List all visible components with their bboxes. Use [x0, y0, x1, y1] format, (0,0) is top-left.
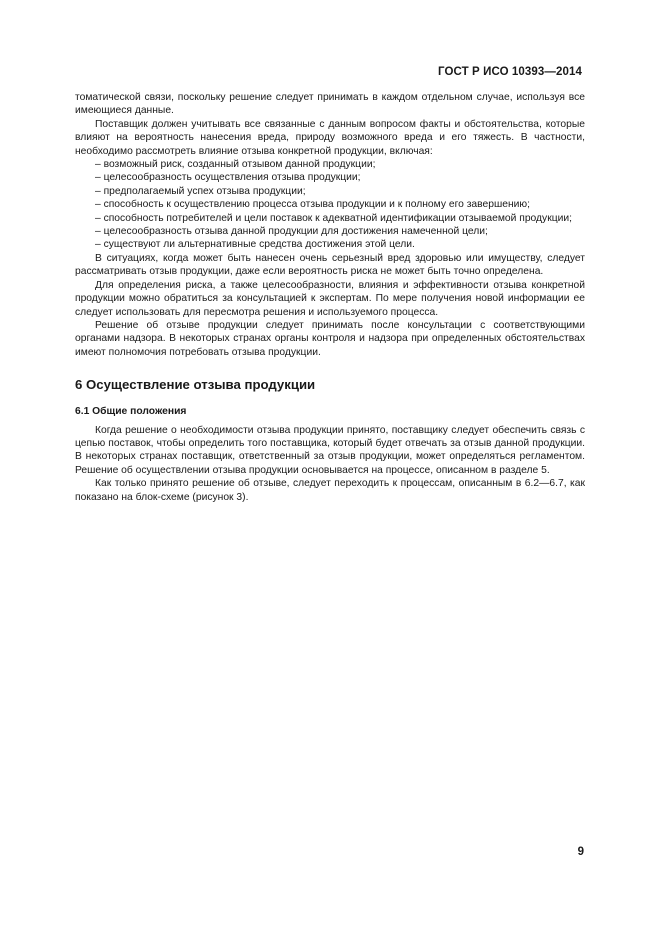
- subsection-heading: 6.1 Общие положения: [75, 406, 187, 418]
- list-item: – способность потребителей и цели поставок к адекватной идентификации отзываемой продукции;: [95, 212, 572, 224]
- list-item: – предполагаемый успех отзыва продукции;: [95, 185, 306, 197]
- section-heading: 6 Осуществление отзыва продукции: [75, 377, 316, 393]
- list-item: – существуют ли альтернативные средства достижения этой цели.: [95, 239, 415, 251]
- list-item: – целесообразность осуществления отзыва продукции;: [95, 172, 361, 184]
- list-item: – целесообразность отзыва данной продукции для достижения намеченной цели;: [95, 226, 488, 238]
- list-item: – возможный риск, созданный отзывом данной продукции;: [95, 159, 376, 171]
- body-paragraph: томатической связи, поскольку решение следует принимать в каждом отдельном случае, используя все имеющиеся данные.: [75, 92, 585, 117]
- page-content: [75, 91, 585, 504]
- body-paragraph: Решение об отзыве продукции следует принимать после консультации с соответствующими органами надзора. В некоторых странах органы контроля и надзора при определенных обстоятельствах имеют полномочия потребовать отзыва продукции.: [75, 319, 585, 358]
- standard-designation: ГОСТ Р ИСО 10393—2014: [437, 66, 582, 78]
- body-paragraph: Для определения риска, а также целесообразности, влияния и эффективности отзыва конкретной продукции можно обратиться за консультацией к экспертам. По мере получения новой информации ее следует использовать для пересмотра решения и используемого процесса.: [75, 279, 585, 318]
- body-paragraph: В ситуациях, когда может быть нанесен очень серьезный вред здоровью или имуществу, следует рассматривать отзыв продукции, даже если вероятность риска не может быть точно определена.: [75, 252, 585, 278]
- body-paragraph: Как только принято решение об отзыве, следует переходить к процессам, описанным в 6.2—6.7, как показано на блок-схеме (рисунок 3).: [75, 478, 585, 503]
- body-paragraph: Когда решение о необходимости отзыва продукции принято, поставщику следует обеспечить связь с цепью поставок, чтобы определить того поставщика, который будет отвечать за отзыв данной продукции. В некоторых странах поставщик, ответственный за отзыв продукции, может определяться регламентом. Решение об осуществлении отзыва продукции основывается на процессе, описанном в разделе 5.: [75, 424, 585, 476]
- list-item: – способность к осуществлению процесса отзыва продукции и к полному его завершению;: [95, 199, 530, 211]
- intro-paragraphs: [75, 91, 585, 359]
- body-paragraph: Поставщик должен учитывать все связанные с данным вопросом факты и обстоятельства, которые влияют на вероятность нанесения вреда, природу возможного вреда и его тяжесть. В частности, необходимо рассмотреть влияние отзыва конкретной продукции, включая:: [75, 118, 585, 157]
- page-number: 9: [577, 846, 584, 858]
